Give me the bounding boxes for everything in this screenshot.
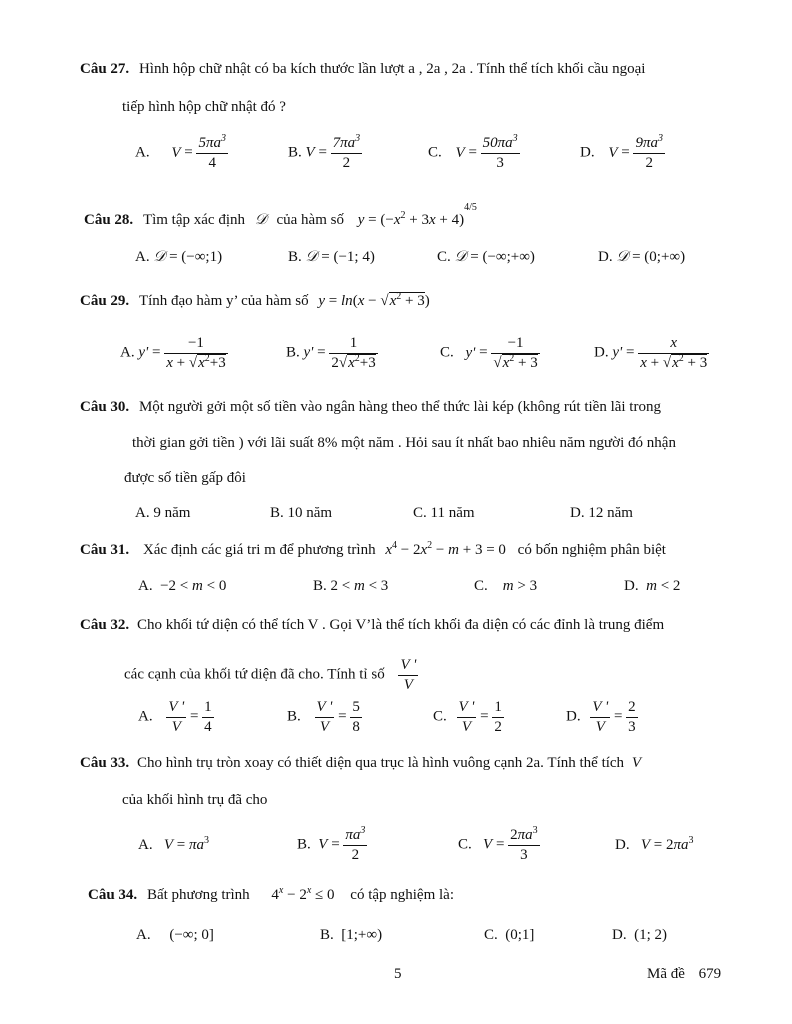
option-b[interactable]: B. 10 năm <box>270 505 333 521</box>
option-a[interactable]: A. 9 năm <box>135 505 191 521</box>
question-34: Câu 34. Bất phương trình $4^x - 2^x \le 0$ có tập nghiệm là: <box>88 885 454 903</box>
option-a[interactable]: A. −2 < m < 0 <box>138 578 227 594</box>
question-30: Câu 30. Một người gởi một số tiền vào ngân hàng theo thể thức lài kép (không rút tiền lãi trong <box>80 399 661 415</box>
option-d[interactable]: D. (1; 2) <box>612 927 668 943</box>
question-text-line: thời gian gởi tiền ) với lãi suất 8% một năm . Hỏi sau ít nhất bao nhiêu năm người đó nhận <box>132 435 676 451</box>
question-label: Câu 27. <box>80 61 130 77</box>
option-b[interactable]: B. [1;+∞) <box>320 927 383 943</box>
option-b[interactable]: B. 2 < m < 3 <box>313 578 389 594</box>
option-c[interactable]: C. $\frac{V '}{V}$ = $\frac{1}{2}$ <box>433 699 502 735</box>
question-28: Câu 28. Tìm tập xác định 𝒟 của hàm số $y = (-x^2 + 3x + 4)^{4/5}$ <box>84 202 477 228</box>
option-d[interactable]: D. m < 2 <box>624 578 681 594</box>
exam-code-value: 679 <box>698 966 722 982</box>
question-32: Câu 32. Cho khối tứ diện có thể tích V . Gọi V’là thể tích khối đa diện có các đỉnh là trung điểm <box>80 617 665 633</box>
option-b[interactable]: B. $\frac{V '}{V}$ = $\frac{5}{8}$ <box>287 699 360 735</box>
option-a[interactable]: A. y' = $\frac{-1}{x + √x^2+3}$ <box>120 335 226 371</box>
option-b[interactable]: B. V = $\frac{7\pi a^3}{2}$ <box>288 133 361 171</box>
option-d[interactable]: D. 𝒟 = (0;+∞) <box>598 249 686 265</box>
question-33: Câu 33. Cho hình trụ tròn xoay có thiết diện qua trục là hình vuông cạnh 2a. Tính thể tích V <box>80 755 641 771</box>
option-d[interactable]: D. 12 năm <box>570 505 633 521</box>
option-c[interactable]: C. V = $\frac{50\pi a^3}{3}$ <box>428 133 518 171</box>
option-a[interactable]: A. (−∞; 0] <box>136 927 214 943</box>
question-text-line: các cạnh của khối tứ diện đã cho. Tính tỉ số $\frac{V '}{V}$ <box>124 657 417 693</box>
option-b[interactable]: B. V = $\frac{\pi a^3}{2}$ <box>297 825 366 863</box>
option-a[interactable]: A. 𝒟 = (−∞;1) <box>135 249 223 265</box>
option-b[interactable]: B. 𝒟 = (−1; 4) <box>288 249 375 265</box>
question-text-line: tiếp hình hộp chữ nhật đó ? <box>122 99 286 115</box>
question-text-line: được số tiền gấp đôi <box>124 470 246 486</box>
option-c[interactable]: C. V = $\frac{2\pi a^3}{3}$ <box>458 825 538 863</box>
option-d[interactable]: D. V = $\frac{9\pi a^3}{2}$ <box>580 133 663 171</box>
exam-code <box>647 967 721 982</box>
option-b[interactable]: B. y' = $\frac{1}{2√x^2+3}$ <box>286 335 376 371</box>
option-c[interactable]: C. 𝒟 = (−∞;+∞) <box>437 249 535 265</box>
option-a[interactable]: A. $\frac{V '}{V}$ = $\frac{1}{4}$ <box>138 699 212 735</box>
option-c[interactable]: C. 11 năm <box>413 505 475 521</box>
question-27 <box>80 62 645 77</box>
option-a[interactable]: A. V = $\frac{5\pi a^3}{4}$ <box>135 133 226 171</box>
option-d[interactable]: D. $V = 2\pi a^3$ <box>615 835 694 853</box>
option-c[interactable]: C. y' = $\frac{-1}{√x^2 + 3}$ <box>440 335 538 371</box>
option-c[interactable]: C. (0;1] <box>484 927 535 943</box>
question-text: Hình hộp chữ nhật có ba kích thước lần lượt a , 2a , 2a . Tính thể tích khối cầu ngoại <box>138 61 646 77</box>
question-29: Câu 29. Tính đạo hàm y’ của hàm số $y = \ln(x - √x^2 + 3)$ <box>80 291 430 309</box>
page-number: 5 <box>394 966 402 982</box>
option-a[interactable]: A. $V = \pi a^3$ <box>138 835 209 853</box>
option-d[interactable]: D. y' = $\frac{x}{x + √x^2 + 3}$ <box>594 335 708 371</box>
question-31: Câu 31. Xác định các giá tri m để phương trình $x^4 - 2x^2 - m + 3 = 0$ có bốn nghiệm phân biệt <box>80 540 666 558</box>
exam-code-label: Mã đề <box>647 966 685 982</box>
option-d[interactable]: D. $\frac{V '}{V}$ = $\frac{2}{3}$ <box>566 699 636 735</box>
option-c[interactable]: C. m > 3 <box>474 578 538 594</box>
question-text-line: của khối hình trụ đã cho <box>122 792 268 808</box>
